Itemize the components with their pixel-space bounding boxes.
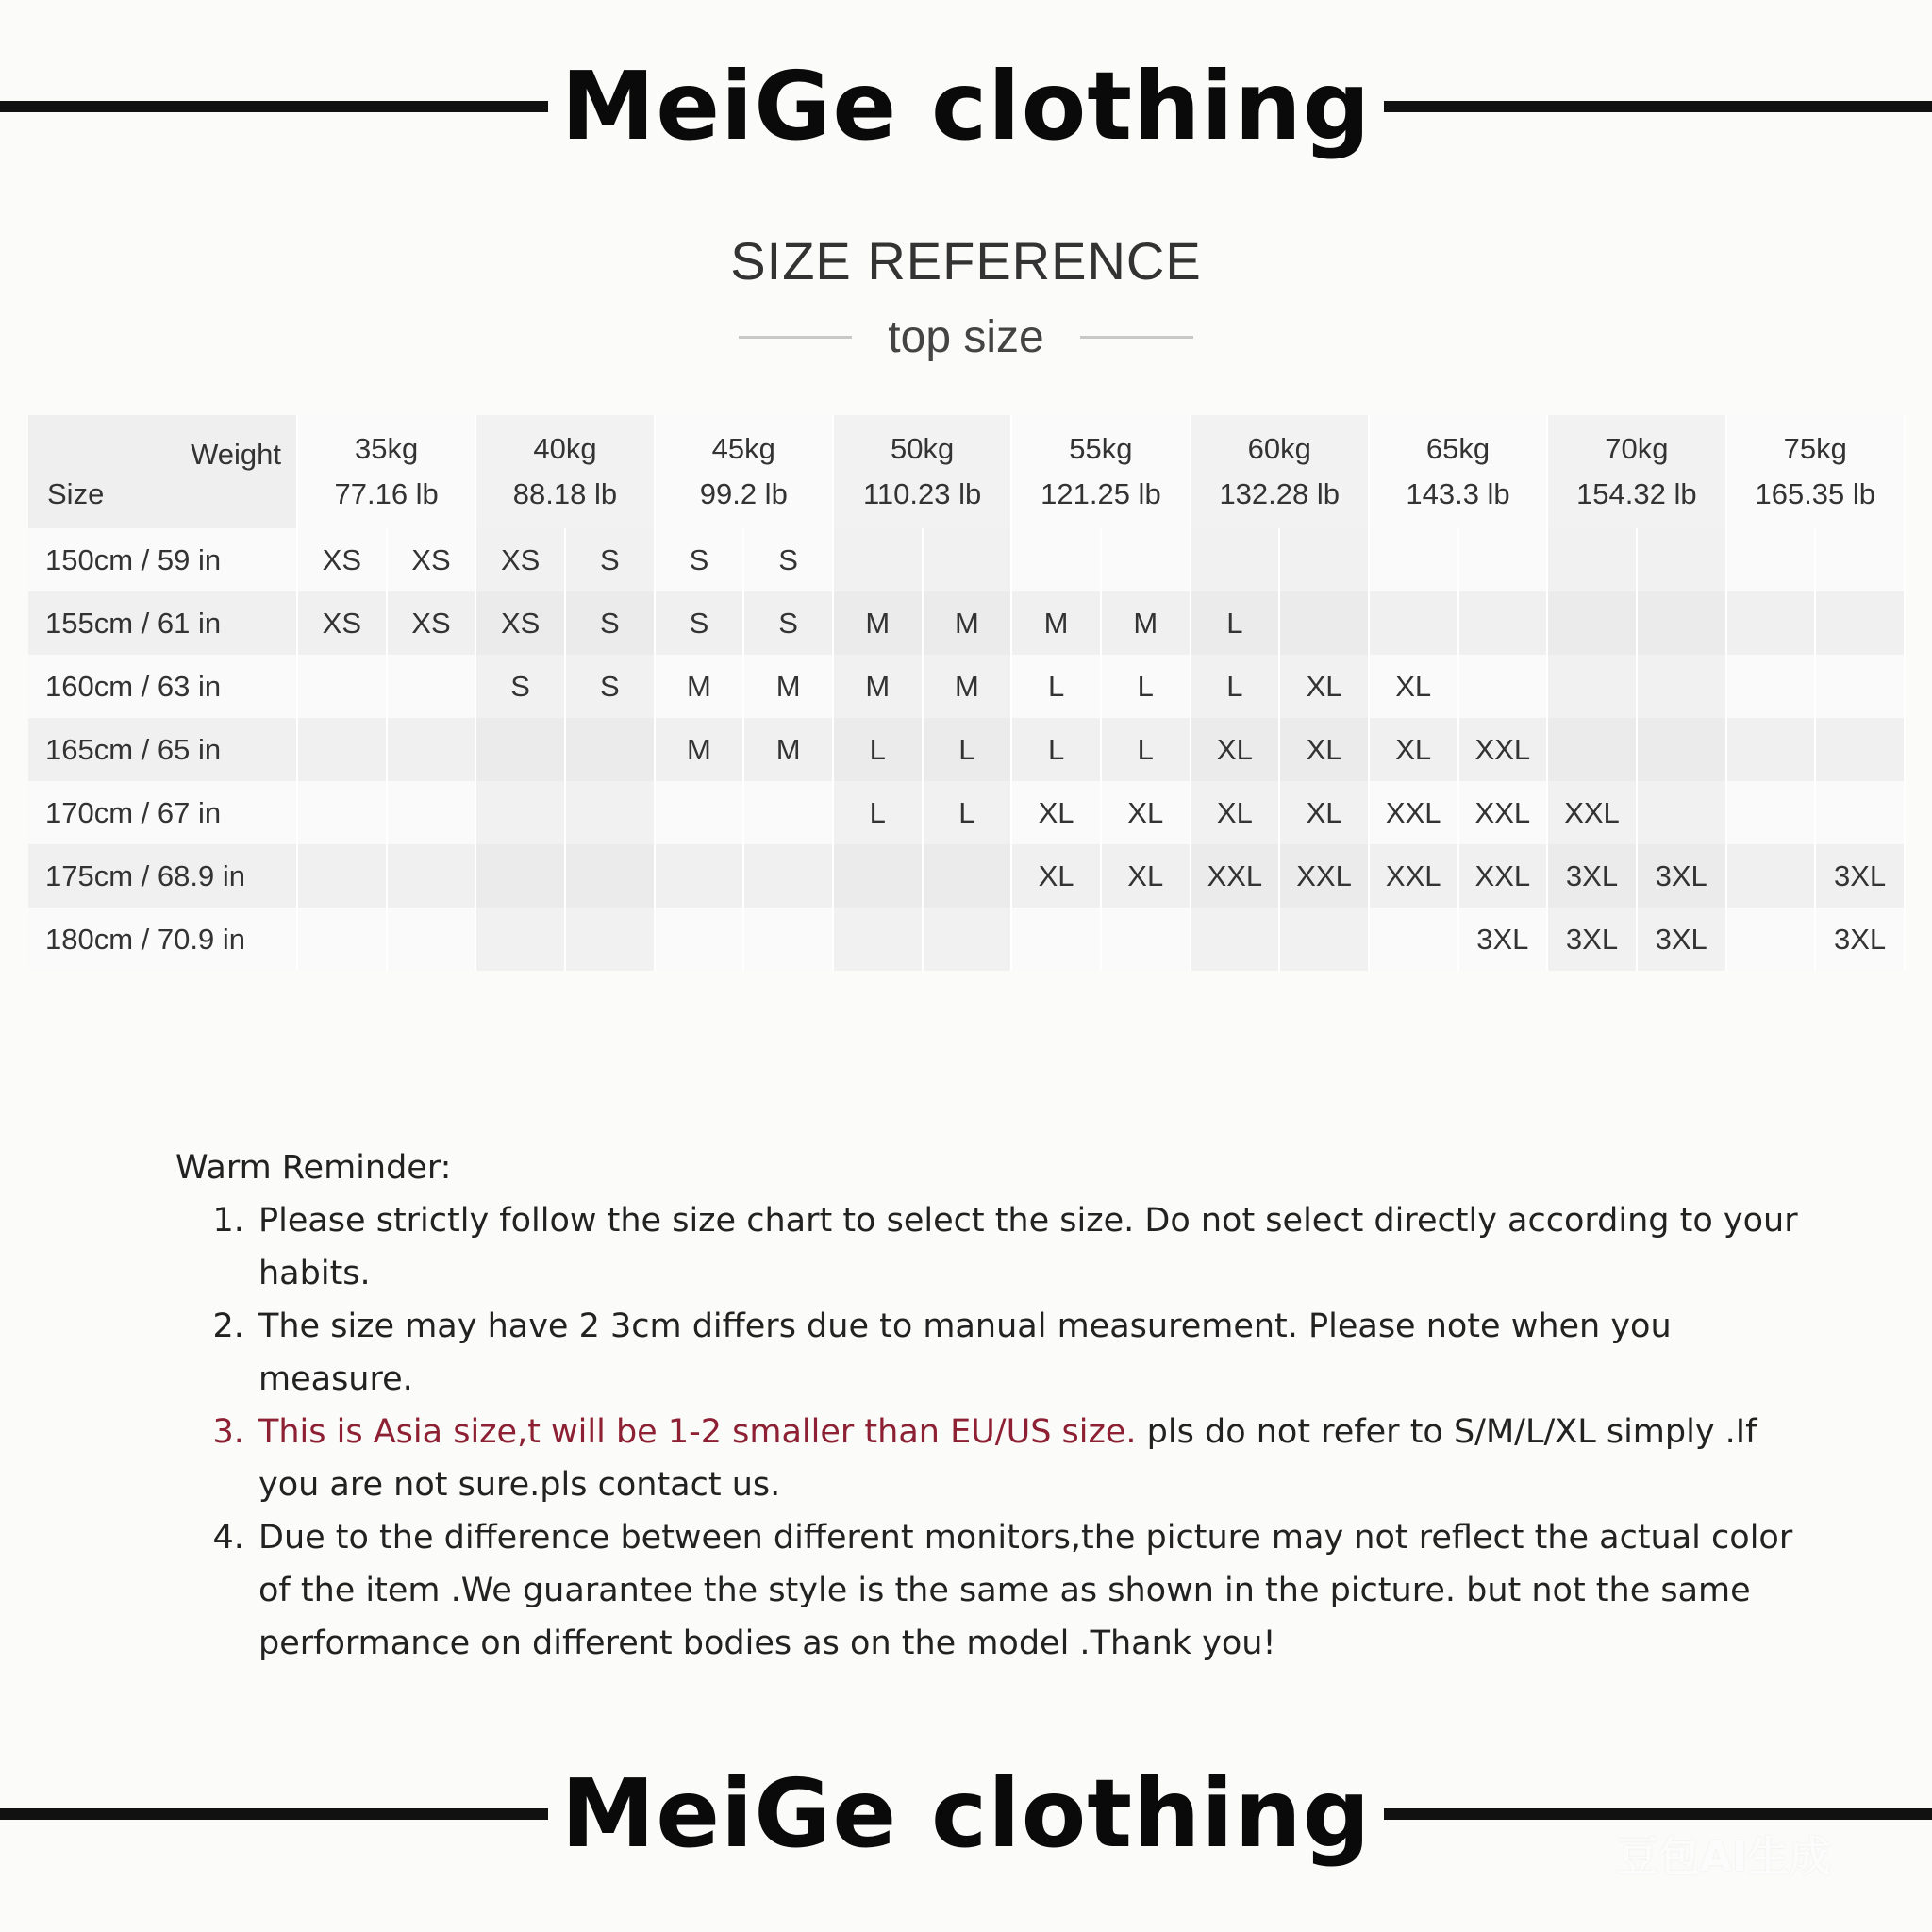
size-cell (565, 844, 655, 908)
size-cell: L (1011, 655, 1101, 718)
size-cell: XXL (1191, 844, 1280, 908)
size-cell (923, 908, 1012, 971)
size-cell: XS (297, 591, 387, 655)
size-cell: M (655, 718, 744, 781)
size-cell: M (655, 655, 744, 718)
size-cell: S (565, 528, 655, 591)
brand-title-bottom: MeiGe clothing (560, 1758, 1372, 1869)
size-cell: 3XL (1815, 908, 1905, 971)
size-cell: XL (1279, 781, 1369, 844)
reminder-item-3-rest: pls do not refer to S/M/L/XL simply .If you are not sure.pls contact us. (258, 1413, 1757, 1504)
weight-lb: 143.3 lb (1406, 477, 1510, 510)
weight-kg: 75kg (1783, 432, 1847, 465)
ai-watermark: 豆包AI生成 (1617, 1833, 1831, 1881)
weight-kg: 35kg (355, 432, 419, 465)
weight-header-row (28, 415, 1905, 528)
size-cell (1458, 655, 1548, 718)
size-cell (1547, 655, 1637, 718)
weight-header-6 (1369, 415, 1547, 528)
size-cell: XXL (1458, 718, 1548, 781)
size-cell (565, 781, 655, 844)
size-cell (1011, 528, 1101, 591)
size-cell: L (1191, 655, 1280, 718)
weight-label: Weight (191, 438, 281, 471)
height-label: 180cm / 70.9 in (28, 908, 297, 971)
size-cell: M (1011, 591, 1101, 655)
size-cell: XXL (1369, 781, 1458, 844)
size-cell: XL (1011, 844, 1101, 908)
size-cell (1726, 844, 1816, 908)
size-cell: XL (1369, 655, 1458, 718)
size-cell: L (833, 781, 923, 844)
reminder-item-4: 4. Due to the difference between different monitors,the picture may not reflect the actual color of the item .We guarantee the style is the same as shown in the picture. but not the same performance on different bodies as on the model .Thank you! (255, 1511, 1798, 1670)
weight-lb: 110.23 lb (862, 477, 982, 510)
height-label: 170cm / 67 in (28, 781, 297, 844)
size-cell (1815, 591, 1905, 655)
weight-kg: 45kg (711, 432, 775, 465)
size-cell (655, 781, 744, 844)
size-cell: 3XL (1637, 908, 1726, 971)
size-cell (1637, 655, 1726, 718)
size-cell (1815, 528, 1905, 591)
size-cell (387, 781, 476, 844)
size-cell (1101, 908, 1191, 971)
size-cell (743, 844, 833, 908)
size-cell: 3XL (1815, 844, 1905, 908)
table-row (28, 781, 1905, 844)
size-cell (1369, 528, 1458, 591)
size-cell: XXL (1458, 781, 1548, 844)
size-cell (1547, 591, 1637, 655)
size-cell: S (655, 591, 744, 655)
size-cell (655, 844, 744, 908)
size-cell: XL (1191, 781, 1280, 844)
weight-header-5 (1191, 415, 1369, 528)
weight-kg: 40kg (533, 432, 597, 465)
size-cell: XS (475, 591, 565, 655)
height-label: 160cm / 63 in (28, 655, 297, 718)
size-cell: XS (387, 591, 476, 655)
size-cell: XS (297, 528, 387, 591)
size-cell (1637, 528, 1726, 591)
size-cell (1279, 591, 1369, 655)
reminder-item-3 (255, 1406, 1798, 1511)
size-cell (1279, 528, 1369, 591)
size-table (28, 415, 1906, 971)
size-cell (923, 844, 1012, 908)
weight-lb: 99.2 lb (699, 477, 788, 510)
size-cell: 3XL (1637, 844, 1726, 908)
weight-kg: 55kg (1069, 432, 1133, 465)
warm-reminder (175, 1141, 1798, 1670)
size-cell (297, 718, 387, 781)
subtitle-row (0, 311, 1932, 363)
size-cell: XL (1279, 718, 1369, 781)
size-cell (1101, 528, 1191, 591)
weight-header-0 (297, 415, 475, 528)
header-rule-left (0, 101, 548, 112)
size-cell: L (833, 718, 923, 781)
size-cell (475, 908, 565, 971)
size-cell (1726, 655, 1816, 718)
size-cell: L (923, 781, 1012, 844)
size-cell (1726, 908, 1816, 971)
size-cell: 3XL (1547, 844, 1637, 908)
size-cell: S (655, 528, 744, 591)
size-cell: XXL (1369, 844, 1458, 908)
size-cell (1011, 908, 1101, 971)
size-cell (387, 908, 476, 971)
weight-kg: 65kg (1425, 432, 1491, 465)
size-label: Size (47, 477, 105, 510)
size-cell (565, 718, 655, 781)
weight-header-7 (1547, 415, 1725, 528)
brand-header (0, 51, 1932, 161)
size-cell (475, 718, 565, 781)
size-cell (565, 908, 655, 971)
table-row (28, 718, 1905, 781)
size-cell (1815, 718, 1905, 781)
reminder-list (175, 1194, 1798, 1670)
brand-title-top: MeiGe clothing (560, 51, 1372, 161)
size-cell: XXL (1547, 781, 1637, 844)
height-label: 155cm / 61 in (28, 591, 297, 655)
weight-kg: 60kg (1247, 432, 1311, 465)
size-cell (1637, 591, 1726, 655)
height-label: 175cm / 68.9 in (28, 844, 297, 908)
footer-rule-left (0, 1808, 548, 1820)
size-cell (297, 908, 387, 971)
size-cell (387, 655, 476, 718)
size-cell (743, 781, 833, 844)
size-cell: M (833, 591, 923, 655)
size-cell: M (743, 655, 833, 718)
size-cell (923, 528, 1012, 591)
size-cell (297, 844, 387, 908)
size-reference-title: SIZE REFERENCE (730, 231, 1202, 291)
footer-rule-right (1384, 1808, 1932, 1820)
header-rule-right (1384, 101, 1932, 112)
size-cell (1637, 781, 1726, 844)
reminder-item-2: 2. The size may have 2 3cm differs due to manual measurement. Please note when you measure. (255, 1300, 1798, 1406)
size-cell (1547, 528, 1637, 591)
size-cell (1815, 781, 1905, 844)
size-cell: M (923, 591, 1012, 655)
size-cell: M (833, 655, 923, 718)
weight-header-3 (833, 415, 1011, 528)
size-cell (833, 908, 923, 971)
subtitle-rule-left (739, 336, 852, 339)
table-row (28, 528, 1905, 591)
size-cell (1815, 655, 1905, 718)
size-cell (475, 781, 565, 844)
size-cell (655, 908, 744, 971)
size-cell (1726, 718, 1816, 781)
size-cell: 3XL (1547, 908, 1637, 971)
size-cell (1726, 781, 1816, 844)
size-cell (1547, 718, 1637, 781)
size-cell: XL (1191, 718, 1280, 781)
size-cell: S (565, 655, 655, 718)
table-row (28, 591, 1905, 655)
weight-lb: 77.16 lb (334, 477, 439, 510)
size-cell (1191, 528, 1280, 591)
size-cell: XL (1101, 844, 1191, 908)
size-cell (297, 781, 387, 844)
table-row (28, 844, 1905, 908)
size-cell (297, 655, 387, 718)
subtitle: top size (888, 312, 1044, 362)
size-cell (475, 844, 565, 908)
size-cell: L (1011, 718, 1101, 781)
size-cell (743, 908, 833, 971)
size-cell: S (743, 591, 833, 655)
table-corner (28, 415, 297, 528)
size-cell: M (743, 718, 833, 781)
table-row (28, 655, 1905, 718)
weight-header-4 (1011, 415, 1190, 528)
weight-lb: 132.28 lb (1219, 477, 1340, 510)
weight-lb: 88.18 lb (512, 477, 618, 510)
weight-lb: 121.25 lb (1041, 477, 1161, 510)
size-cell: XL (1101, 781, 1191, 844)
size-cell: L (1191, 591, 1280, 655)
size-cell: XXL (1279, 844, 1369, 908)
size-cell (1191, 908, 1280, 971)
weight-header-8 (1726, 415, 1906, 528)
size-cell (387, 718, 476, 781)
size-cell: 3XL (1458, 908, 1548, 971)
reminder-item-3-highlight: This is Asia size,t will be 1-2 smaller than EU/US size. (258, 1413, 1137, 1451)
table-row (28, 908, 1905, 971)
size-cell (387, 844, 476, 908)
size-cell: S (743, 528, 833, 591)
size-cell (1726, 528, 1816, 591)
size-cell: S (565, 591, 655, 655)
size-cell (833, 528, 923, 591)
size-cell: L (1101, 718, 1191, 781)
size-cell: M (1101, 591, 1191, 655)
height-label: 165cm / 65 in (28, 718, 297, 781)
size-cell (1369, 591, 1458, 655)
reminder-item-1: 1. Please strictly follow the size chart to select the size. Do not select directly according to your habits. (255, 1194, 1798, 1300)
size-cell (1458, 528, 1548, 591)
size-cell (1637, 718, 1726, 781)
weight-header-1 (475, 415, 654, 528)
weight-lb: 154.32 lb (1576, 477, 1697, 510)
size-cell: XS (475, 528, 565, 591)
size-cell (1279, 908, 1369, 971)
height-label: 150cm / 59 in (28, 528, 297, 591)
size-cell: XS (387, 528, 476, 591)
size-cell: XL (1369, 718, 1458, 781)
weight-lb: 165.35 lb (1755, 477, 1876, 510)
reminder-heading: Warm Reminder: (175, 1149, 452, 1187)
weight-header-2 (655, 415, 833, 528)
size-cell (1458, 591, 1548, 655)
size-cell: XL (1011, 781, 1101, 844)
size-cell: XXL (1458, 844, 1548, 908)
size-cell: M (923, 655, 1012, 718)
size-cell: XL (1279, 655, 1369, 718)
size-cell (1726, 591, 1816, 655)
weight-kg: 50kg (890, 432, 955, 465)
weight-kg: 70kg (1605, 432, 1669, 465)
size-table-body (28, 528, 1905, 971)
size-cell (833, 844, 923, 908)
size-cell (1369, 908, 1458, 971)
size-cell: L (1101, 655, 1191, 718)
subtitle-rule-right (1080, 336, 1193, 339)
size-cell: L (923, 718, 1012, 781)
size-cell: S (475, 655, 565, 718)
